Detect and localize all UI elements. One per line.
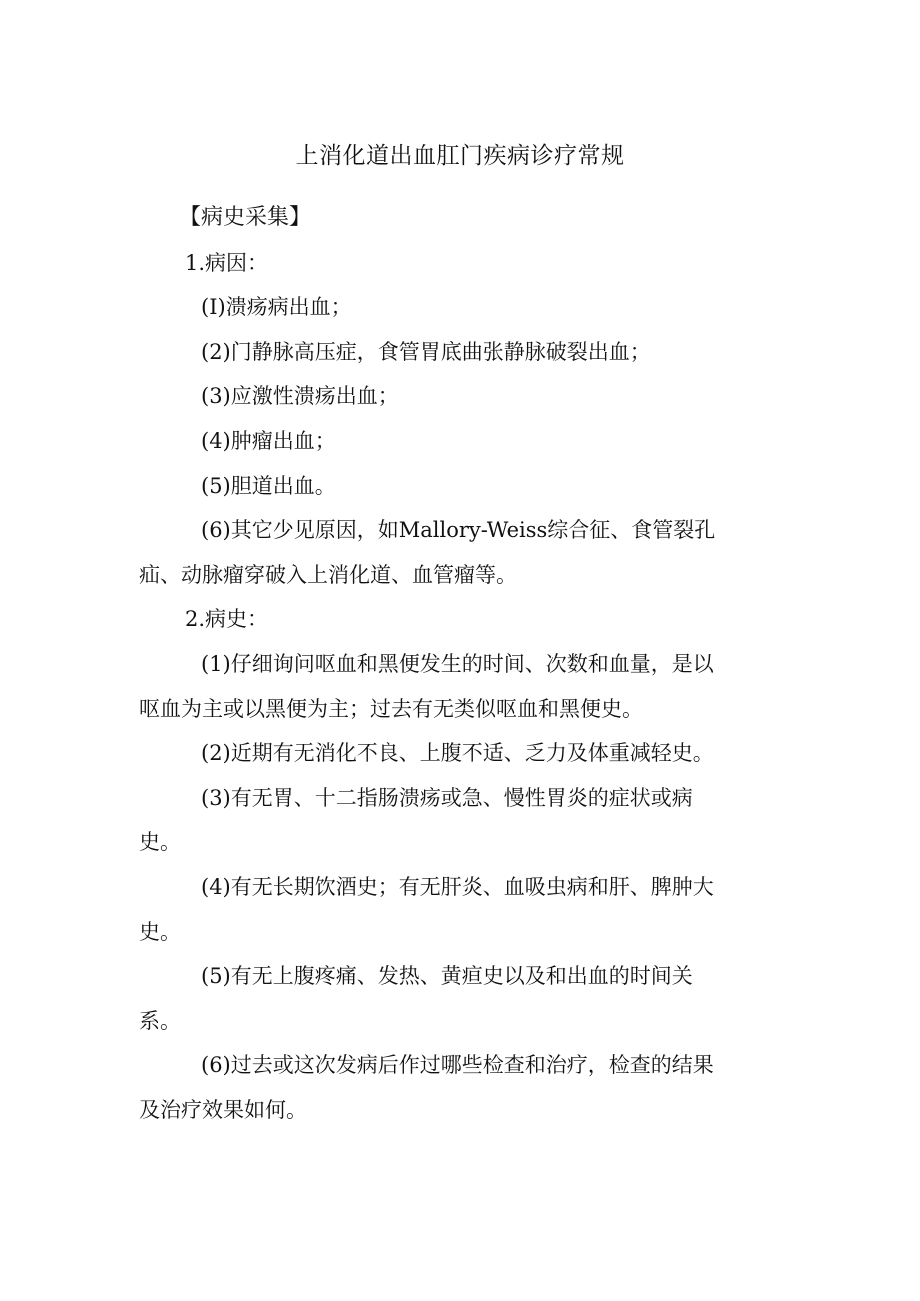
history-item-continuation: 系。 bbox=[139, 1008, 181, 1033]
history-item: (5)有无上腹疼痛、发热、黄疸史以及和出血的时间关 bbox=[201, 964, 693, 989]
cause-item: (5)胆道出血。 bbox=[201, 473, 336, 498]
history-item-continuation: 史。 bbox=[139, 830, 181, 855]
cause-item: (6)其它少见原因，如Mallory-Weiss综合征、食管裂孔 bbox=[201, 518, 716, 543]
history-item-continuation: 史。 bbox=[139, 919, 181, 944]
cause-heading: 1.病因： bbox=[185, 250, 269, 275]
document-title: 上消化道出血肛门疾病诊疗常规 bbox=[295, 143, 625, 169]
history-item-continuation: 呕血为主或以黑便为主；过去有无类似呕血和黑便史。 bbox=[139, 696, 643, 721]
cause-item-continuation: 疝、动脉瘤穿破入上消化道、血管瘤等。 bbox=[139, 562, 517, 587]
history-item: (4)有无长期饮酒史；有无肝炎、血吸虫病和肝、脾肿大 bbox=[201, 874, 714, 899]
history-item: (3)有无胃、十二指肠溃疡或急、慢性胃炎的症状或病 bbox=[201, 785, 693, 810]
cause-item: (I)溃疡病出血； bbox=[201, 295, 352, 320]
history-item-continuation: 及治疗效果如何。 bbox=[139, 1097, 307, 1122]
cause-item: (4)肿瘤出血； bbox=[201, 428, 336, 453]
cause-item: (3)应激性溃疡出血； bbox=[201, 384, 399, 409]
section-heading: 【病史采集】 bbox=[179, 205, 312, 230]
cause-item: (2)门静脉高压症，食管胃底曲张静脉破裂出血； bbox=[201, 339, 651, 364]
history-item: (6)过去或这次发病后作过哪些检查和治疗，检查的结果 bbox=[201, 1053, 714, 1078]
history-heading: 2.病史： bbox=[185, 607, 269, 632]
history-item: (2)近期有无消化不良、上腹不适、乏力及体重减轻史。 bbox=[201, 741, 714, 766]
history-item: (1)仔细询问呕血和黑便发生的时间、次数和血量，是以 bbox=[201, 651, 714, 676]
document-body bbox=[139, 196, 779, 1132]
